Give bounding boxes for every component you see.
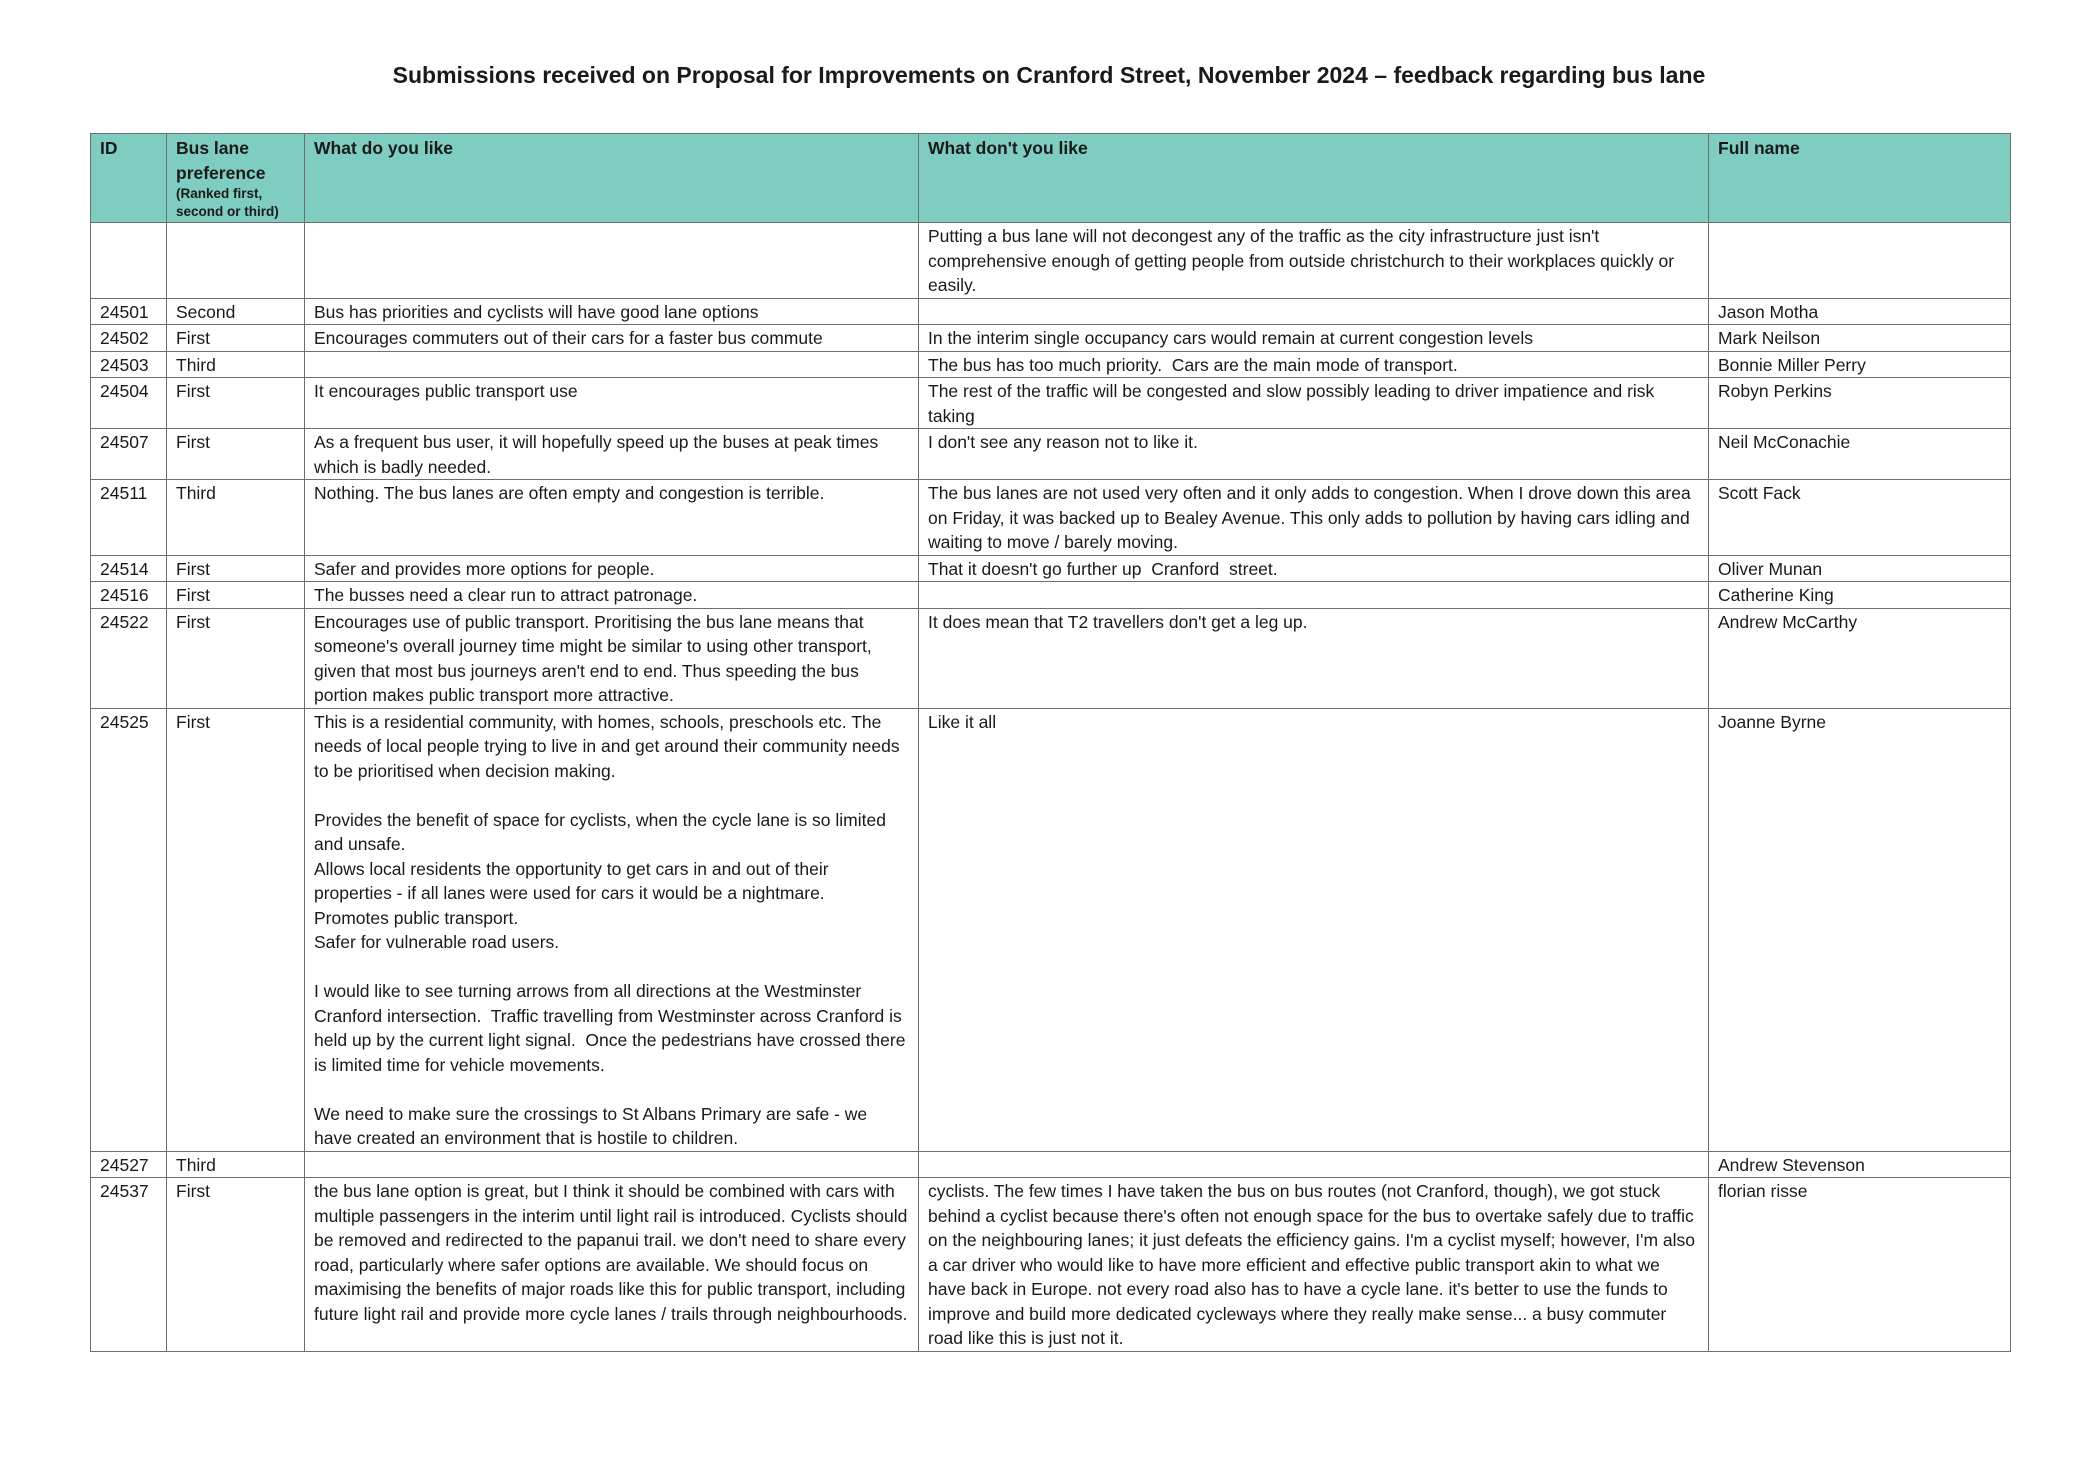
header-id: ID	[91, 134, 167, 223]
table-row	[91, 480, 2011, 556]
table-row	[91, 1178, 2011, 1352]
cell-dislike	[919, 582, 1709, 609]
submissions-table	[90, 133, 2011, 1352]
cell-name: Oliver Munan	[1709, 555, 2011, 582]
table-row	[91, 1151, 2011, 1178]
cell-like: Bus has priorities and cyclists will have good lane options	[305, 298, 919, 325]
header-bus-lane-preference	[167, 134, 305, 223]
table-row	[91, 429, 2011, 480]
cell-like: Nothing. The bus lanes are often empty and congestion is terrible.	[305, 480, 919, 556]
cell-preference: Third	[167, 480, 305, 556]
cell-id: 24502	[91, 325, 167, 352]
table-row	[91, 608, 2011, 708]
cell-dislike: I don't see any reason not to like it.	[919, 429, 1709, 480]
cell-dislike	[919, 298, 1709, 325]
header-full-name: Full name	[1709, 134, 2011, 223]
cell-like: It encourages public transport use	[305, 378, 919, 429]
cell-preference: First	[167, 708, 305, 1151]
cell-id: 24522	[91, 608, 167, 708]
header-pref-subtitle: (Ranked first, second or third)	[176, 186, 279, 219]
cell-preference: First	[167, 429, 305, 480]
table-header-row	[91, 134, 2011, 223]
table-row	[91, 708, 2011, 1151]
table-row	[91, 223, 2011, 299]
cell-preference: Third	[167, 351, 305, 378]
cell-name: Joanne Byrne	[1709, 708, 2011, 1151]
cell-id: 24507	[91, 429, 167, 480]
cell-id: 24504	[91, 378, 167, 429]
header-what-do-you-like: What do you like	[305, 134, 919, 223]
cell-id: 24527	[91, 1151, 167, 1178]
document-title: Submissions received on Proposal for Improvements on Cranford Street, November 2024 – feedback regarding bus lane	[392, 62, 1706, 88]
cell-name: Andrew McCarthy	[1709, 608, 2011, 708]
cell-name: Neil McConachie	[1709, 429, 2011, 480]
cell-preference: First	[167, 325, 305, 352]
cell-preference: First	[167, 555, 305, 582]
cell-id: 24525	[91, 708, 167, 1151]
cell-like: the bus lane option is great, but I think it should be combined with cars with multiple passengers in the interim until light rail is introduced. Cyclists should be removed and redirected to the papanui trail. we don't need to share every road, particularly where safer options are available. We should focus on maximising the benefits of major roads like this for public transport, including future light rail and provide more cycle lanes / trails through neighbourhoods.	[305, 1178, 919, 1352]
cell-like: This is a residential community, with homes, schools, preschools etc. The needs of local people trying to live in and get around their community needs to be prioritised when decision making. Provides the benefit of space for cyclists, when the cycle lane is so limited and unsafe. Allows local residents the opportunity to get cars in and out of their properties - if all lanes were used for cars it would be a nightmare. Promotes public transport. Safer for vulnerable road users. I would like to see turning arrows from all directions at the Westminster Cranford intersection. Traffic travelling from Westminster across Cranford is held up by the current light signal. Once the pedestrians have crossed there is limited time for vehicle movements. We need to make sure the crossings to St Albans Primary are safe - we have created an environment that is hostile to children.	[305, 708, 919, 1151]
cell-preference: Second	[167, 298, 305, 325]
table-row	[91, 351, 2011, 378]
cell-dislike: That it doesn't go further up Cranford street.	[919, 555, 1709, 582]
cell-preference: First	[167, 1178, 305, 1352]
cell-dislike	[919, 1151, 1709, 1178]
cell-preference: First	[167, 378, 305, 429]
cell-name: Andrew Stevenson	[1709, 1151, 2011, 1178]
cell-like	[305, 223, 919, 299]
cell-dislike: The rest of the traffic will be congested and slow possibly leading to driver impatience and risk taking	[919, 378, 1709, 429]
cell-name: Jason Motha	[1709, 298, 2011, 325]
header-what-dont-you-like: What don't you like	[919, 134, 1709, 223]
cell-dislike: The bus lanes are not used very often and it only adds to congestion. When I drove down this area on Friday, it was backed up to Bealey Avenue. This only adds to pollution by having cars idling and waiting to move / barely moving.	[919, 480, 1709, 556]
table-row	[91, 378, 2011, 429]
table-row	[91, 325, 2011, 352]
cell-dislike: cyclists. The few times I have taken the bus on bus routes (not Cranford, though), we got stuck behind a cyclist because there's often not enough space for the bus to overtake safely due to traffic on the neighbouring lanes; it just defeats the efficiency gains. I'm a cyclist myself; however, I'm also a car driver who would like to have more efficient and effective public transport akin to what we have back in Europe. not every road also has to have a cycle lane. it's better to use the funds to improve and build more dedicated cycleways where they really make sense... a busy commuter road like this is just not it.	[919, 1178, 1709, 1352]
cell-id: 24503	[91, 351, 167, 378]
cell-name: Mark Neilson	[1709, 325, 2011, 352]
cell-like	[305, 1151, 919, 1178]
cell-like: The busses need a clear run to attract patronage.	[305, 582, 919, 609]
cell-name: Scott Fack	[1709, 480, 2011, 556]
table-row	[91, 582, 2011, 609]
table-row	[91, 555, 2011, 582]
cell-id: 24501	[91, 298, 167, 325]
cell-dislike: Like it all	[919, 708, 1709, 1151]
cell-name: florian risse	[1709, 1178, 2011, 1352]
cell-name: Bonnie Miller Perry	[1709, 351, 2011, 378]
cell-id	[91, 223, 167, 299]
cell-like: Safer and provides more options for people.	[305, 555, 919, 582]
cell-id: 24516	[91, 582, 167, 609]
cell-id: 24511	[91, 480, 167, 556]
cell-dislike: It does mean that T2 travellers don't get a leg up.	[919, 608, 1709, 708]
cell-name	[1709, 223, 2011, 299]
table-row	[91, 298, 2011, 325]
header-pref-label: Bus lane preference	[176, 138, 266, 183]
cell-dislike: The bus has too much priority. Cars are the main mode of transport.	[919, 351, 1709, 378]
cell-id: 24514	[91, 555, 167, 582]
cell-preference: First	[167, 608, 305, 708]
cell-id: 24537	[91, 1178, 167, 1352]
cell-name: Catherine King	[1709, 582, 2011, 609]
cell-like	[305, 351, 919, 378]
cell-dislike: Putting a bus lane will not decongest any of the traffic as the city infrastructure just isn't comprehensive enough of getting people from outside christchurch to their workplaces quickly or easily.	[919, 223, 1709, 299]
cell-name: Robyn Perkins	[1709, 378, 2011, 429]
cell-preference	[167, 223, 305, 299]
cell-dislike: In the interim single occupancy cars would remain at current congestion levels	[919, 325, 1709, 352]
cell-like: As a frequent bus user, it will hopefully speed up the buses at peak times which is badly needed.	[305, 429, 919, 480]
cell-preference: Third	[167, 1151, 305, 1178]
cell-like: Encourages commuters out of their cars for a faster bus commute	[305, 325, 919, 352]
cell-preference: First	[167, 582, 305, 609]
cell-like: Encourages use of public transport. Proritising the bus lane means that someone's overall journey time might be similar to using other transport, given that most bus journeys aren't end to end. Thus speeding the bus portion makes public transport more attractive.	[305, 608, 919, 708]
